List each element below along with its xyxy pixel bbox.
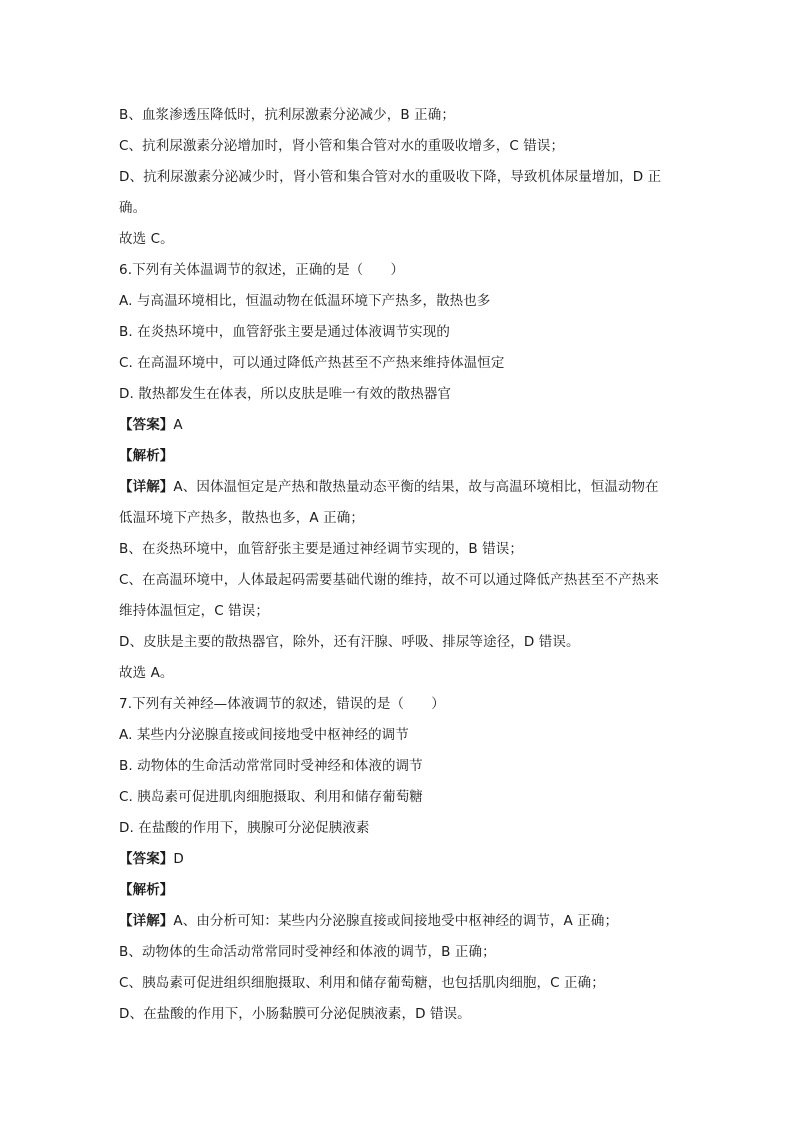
text-line: B、在炎热环境中，血管舒张主要是通过神经调节实现的，B 错误； — [119, 541, 523, 557]
detail-text: A、由分析可知：某些内分泌腺直接或间接地受中枢神经的调节，A 正确； — [173, 913, 619, 929]
question-6-detail — [119, 472, 679, 503]
question-6-answer — [119, 410, 679, 441]
text-line: D、在盐酸的作用下，小肠黏膜可分泌促胰液素，D 错误。 — [119, 1006, 471, 1022]
question-6-analysis — [119, 441, 679, 472]
text-line: B、动物体的生命活动常常同时受神经和体液的调节，B 正确； — [119, 944, 496, 960]
text-line: B、血浆渗透压降低时，抗利尿激素分泌减少，B 正确； — [119, 107, 455, 123]
question-7-detail — [119, 906, 679, 937]
analysis-label: 【解析】 — [119, 882, 174, 898]
text-line: C、胰岛素可促进组织细胞摄取、利用和储存葡萄糖，也包括肌肉细胞，C 正确； — [119, 975, 605, 991]
question-7-option-c: C. 胰岛素可促进肌肉细胞摄取、利用和储存葡萄糖 — [119, 789, 423, 805]
question-6-option-b: B. 在炎热环境中，血管舒张主要是通过体液调节实现的 — [119, 324, 450, 340]
text-line: 低温环境下产热多，散热也多，A 正确； — [119, 510, 364, 526]
text-line: C、在高温环境中，人体最起码需要基础代谢的维持，故不可以通过降低产热甚至不产热来 — [119, 572, 659, 588]
question-7-option-b: B. 动物体的生命活动常常同时受神经和体液的调节 — [119, 758, 423, 774]
text-line: C、抗利尿激素分泌增加时，肾小管和集合管对水的重吸收增多，C 错误； — [119, 138, 565, 154]
question-7-answer — [119, 844, 679, 875]
answer-label: 【答案】 — [119, 417, 174, 433]
detail-label: 【详解】 — [119, 913, 174, 929]
question-7-stem: 7.下列有关神经—体液调节的叙述，错误的是（ ） — [119, 696, 445, 712]
text-line: 确。 — [119, 200, 147, 216]
question-6-option-d: D. 散热都发生在体表，所以皮肤是唯一有效的散热器官 — [119, 386, 452, 402]
document-body — [119, 100, 679, 1030]
detail-label: 【详解】 — [119, 479, 174, 495]
question-6-option-c: C. 在高温环境中，可以通过降低产热甚至不产热来维持体温恒定 — [119, 355, 505, 371]
answer-value: D — [173, 851, 184, 867]
text-line: 故选 C。 — [119, 231, 174, 247]
question-6-stem: 6.下列有关体温调节的叙述，正确的是（ ） — [119, 262, 405, 278]
answer-label: 【答案】 — [119, 851, 174, 867]
text-line: 故选 A。 — [119, 665, 174, 681]
text-line: 维持体温恒定，C 错误； — [119, 603, 269, 619]
detail-text: A、因体温恒定是产热和散热量动态平衡的结果，故与高温环境相比，恒温动物在 — [173, 479, 659, 495]
analysis-label: 【解析】 — [119, 448, 174, 464]
question-7-option-a: A. 某些内分泌腺直接或间接地受中枢神经的调节 — [119, 727, 409, 743]
question-7-option-d: D. 在盐酸的作用下，胰腺可分泌促胰液素 — [119, 820, 370, 836]
question-6-option-a: A. 与高温环境相比，恒温动物在低温环境下产热多，散热也多 — [119, 293, 491, 309]
answer-value: A — [173, 417, 183, 433]
text-line: D、抗利尿激素分泌减少时，肾小管和集合管对水的重吸收下降，导致机体尿量增加，D 正 — [119, 169, 662, 185]
text-line: D、皮肤是主要的散热器官，除外，还有汗腺、呼吸、排尿等途径，D 错误。 — [119, 634, 580, 650]
question-7-analysis — [119, 875, 679, 906]
